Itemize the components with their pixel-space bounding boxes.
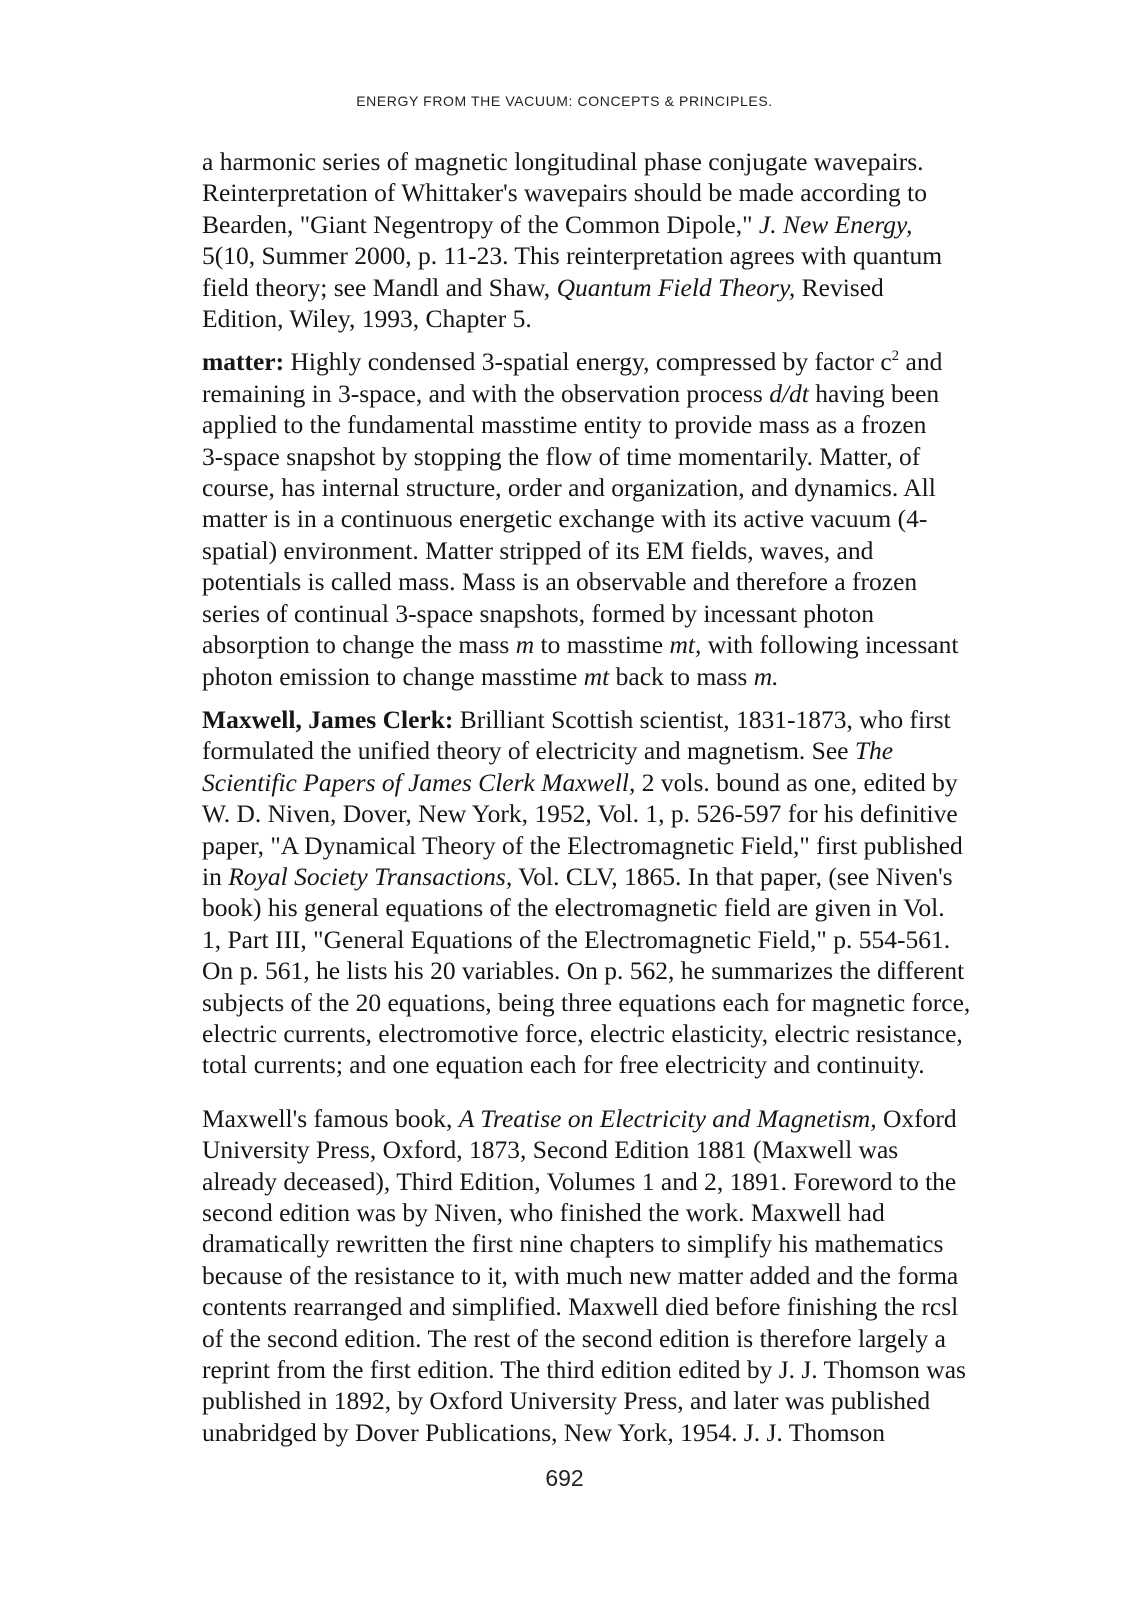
text-run: of the second edition. The rest of the second edition is therefore largely a: [202, 1323, 946, 1353]
text-run: potentials is called mass. Mass is an observable and therefore a frozen: [202, 567, 918, 597]
text-line: [202, 598, 1082, 629]
entry-matter: [202, 346, 1082, 691]
text-line: [202, 346, 1082, 377]
entry-term: Maxwell, James Clerk:: [202, 704, 454, 734]
paragraph-whittaker-continuation: [202, 146, 1082, 334]
text-run: with following incessant: [701, 630, 959, 660]
superscript: 2: [891, 348, 900, 365]
text-run: in: [202, 861, 229, 891]
text-run: Vol. CLV, 1865. In that paper, (see Niven's: [512, 861, 953, 891]
text-run: already deceased), Third Edition, Volumes 1 and 2, 1891. Foreword to the: [202, 1166, 957, 1196]
text-run: 5(10, Summer 2000, p. 11-23. This reinterpretation agrees with quantum: [202, 241, 943, 271]
text-run: total currents; and one equation each for free electricity and continuity.: [202, 1050, 925, 1080]
text-run: On p. 561, he lists his 20 variables. On p. 562, he summarizes the different: [202, 956, 965, 986]
text-line: [202, 472, 1082, 503]
text-line: [202, 1291, 1082, 1322]
paragraph-maxwell-treatise: [202, 1103, 1082, 1448]
text-run: spatial) environment. Matter stripped of its EM fields, waves, and: [202, 535, 874, 565]
text-line: [202, 1018, 1082, 1049]
text-line: [202, 798, 1082, 829]
page-body: [202, 146, 1082, 1460]
running-header: ENERGY FROM THE VACUUM: CONCEPTS & PRINCIPLES.: [356, 93, 773, 109]
text-line: [202, 892, 1082, 923]
text-run: Maxwell's famous book,: [202, 1103, 459, 1133]
text-line: [202, 303, 1082, 334]
text-run: and: [899, 347, 943, 377]
entry-maxwell: [202, 704, 1082, 1081]
italic-text: m.: [753, 661, 779, 691]
text-run: subjects of the 20 equations, being three equations each for magnetic force,: [202, 987, 971, 1017]
text-run: electric currents, electromotive force, electric elasticity, electric resistance,: [202, 1018, 963, 1048]
text-run: Bearden, "Giant Negentropy of the Common Dipole,": [202, 209, 759, 239]
text-run: course, has internal structure, order and organization, and dynamics. All: [202, 473, 936, 503]
text-line: [202, 1417, 1082, 1448]
text-line: [202, 1103, 1082, 1134]
text-run: formulated the unified theory of electricity and magnetism. See: [202, 736, 855, 766]
italic-text: Quantum Field Theory,: [556, 272, 796, 302]
text-line: [202, 240, 1082, 271]
text-line: [202, 1354, 1082, 1385]
text-run: field theory; see Mandl and Shaw,: [202, 272, 557, 302]
text-run: reprint from the first edition. The third edition edited by J. J. Thomson was: [202, 1355, 966, 1385]
text-run: 1, Part III, "General Equations of the Electromagnetic Field," p. 554-561.: [202, 924, 951, 954]
text-line: [202, 830, 1082, 861]
text-line: [202, 209, 1082, 240]
italic-text: J. New Energy,: [758, 209, 913, 239]
text-run: absorption to change the mass: [202, 630, 516, 660]
text-run: matter is in a continuous energetic exchange with its active vacuum (4-: [202, 504, 928, 534]
text-line: [202, 1385, 1082, 1416]
text-line: [202, 1134, 1082, 1165]
text-run: dramatically rewritten the first nine chapters to simplify his mathematics: [202, 1229, 944, 1259]
text-run: applied to the fundamental masstime entity to provide mass as a frozen: [202, 410, 927, 440]
text-line: [202, 566, 1082, 597]
text-run: 3-space snapshot by stopping the flow of time momentarily. Matter, of: [202, 441, 921, 471]
text-run: paper, "A Dynamical Theory of the Electromagnetic Field," first published: [202, 830, 963, 860]
text-line: [202, 503, 1082, 534]
italic-text: Scientific Papers of James Clerk Maxwell,: [202, 767, 636, 797]
entry-term: matter:: [202, 347, 285, 377]
text-run: published in 1892, by Oxford University Press, and later was published: [202, 1386, 931, 1416]
text-run: Oxford: [876, 1103, 957, 1133]
text-run: Reinterpretation of Whittaker's wavepairs should be made according to: [202, 178, 927, 208]
italic-text: mt,: [669, 630, 702, 660]
text-run: W. D. Niven, Dover, New York, 1952, Vol. 1, p. 526-597 for his definitive: [202, 799, 958, 829]
italic-text: mt: [583, 661, 610, 691]
italic-text: m: [515, 630, 535, 660]
text-line: [202, 1049, 1082, 1080]
text-run: 2 vols. bound as one, edited by: [635, 767, 958, 797]
italic-text: The: [854, 736, 894, 766]
text-line: [202, 535, 1082, 566]
text-line: [202, 1166, 1082, 1197]
text-run: Edition, Wiley, 1993, Chapter 5.: [202, 304, 532, 334]
text-run: a harmonic series of magnetic longitudinal phase conjugate wavepairs.: [202, 147, 924, 176]
text-line: [202, 987, 1082, 1018]
text-line: [202, 409, 1082, 440]
text-line: [202, 441, 1082, 472]
text-run: because of the resistance to it, with much new matter added and the forma: [202, 1260, 959, 1290]
text-run: University Press, Oxford, 1873, Second Edition 1881 (Maxwell was: [202, 1135, 899, 1165]
text-line: [202, 1197, 1082, 1228]
text-run: series of continual 3-space snapshots, formed by incessant photon: [202, 598, 875, 628]
text-run: Revised: [795, 272, 884, 302]
text-run: Brilliant Scottish scientist, 1831-1873, who first: [453, 704, 951, 734]
text-line: [202, 629, 1082, 660]
text-line: [202, 735, 1082, 766]
text-line: [202, 1260, 1082, 1291]
italic-text: A Treatise on Electricity and Magnetism,: [458, 1103, 877, 1133]
text-run: second edition was by Niven, who finished the work. Maxwell had: [202, 1198, 885, 1227]
text-run: contents rearranged and simplified. Maxwell died before finishing the rcsl: [202, 1292, 959, 1322]
text-line: [202, 1323, 1082, 1354]
text-run: remaining in 3-space, and with the observation process: [202, 378, 770, 408]
text-run: photon emission to change masstime: [202, 661, 584, 691]
text-line: [202, 861, 1082, 892]
text-line: [202, 378, 1082, 409]
text-run: back to mass: [609, 661, 754, 691]
text-line: [202, 1228, 1082, 1259]
text-line: [202, 661, 1082, 692]
text-run: to masstime: [534, 630, 670, 660]
italic-text: Royal Society Transactions,: [228, 861, 513, 891]
text-line: [202, 955, 1082, 986]
text-run: unabridged by Dover Publications, New York, 1954. J. J. Thomson: [202, 1417, 886, 1447]
text-line: [202, 146, 1082, 177]
text-line: [202, 704, 1082, 735]
page-number: 692: [545, 1465, 584, 1491]
italic-text: d/dt: [769, 378, 809, 408]
text-run: Highly condensed 3-spatial energy, compressed by factor c: [284, 347, 892, 377]
text-line: [202, 767, 1082, 798]
text-run: book) his general equations of the electromagnetic field are given in Vol.: [202, 893, 945, 923]
text-line: [202, 924, 1082, 955]
text-run: having been: [808, 378, 940, 408]
text-line: [202, 272, 1082, 303]
text-line: [202, 177, 1082, 208]
